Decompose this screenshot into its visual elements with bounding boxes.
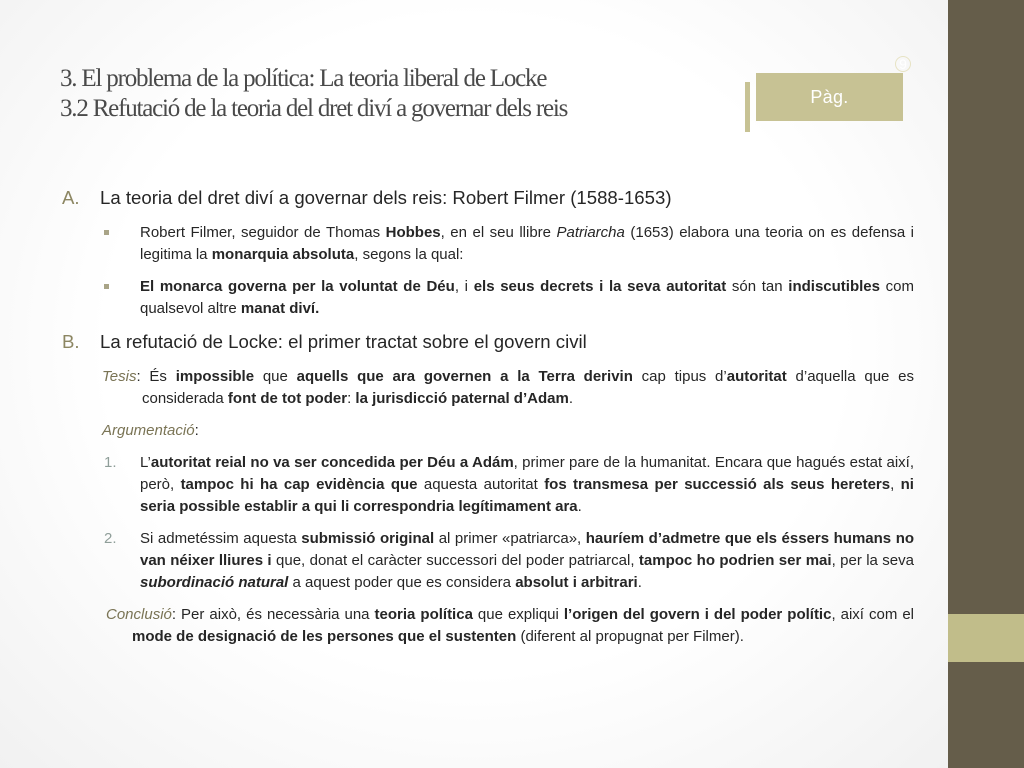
title-line-2: 3.2 Refutació de la teoria del dret diví a governar dels reis [60,95,568,122]
tesis-paragraph: Tesis: És impossible que aquells que ara governen a la Terra derivin cap tipus d’autoritat d’aquella que es considerada font de tot poder: la jurisdicció paternal d’Adam. [102,368,914,407]
slide-body [62,186,914,648]
section-b-heading [62,330,914,354]
argument-1-marker: 1. [104,454,117,471]
section-b-marker: B. [62,331,80,352]
argument-2-marker: 2. [104,530,117,547]
argument-2 [104,528,914,594]
argument-2-text: Si admetéssim aquesta submissió original al primer «patriarca», hauríem d’admetre que els éssers humans no van néixer lliures i que, donat el caràcter successori del poder patriarcal, tampoc ho podrien ser mai, per la seva subordinació natural a aquest poder que es considera absolut i arbitrari. [140,530,915,591]
page-tag [756,73,903,121]
right-band-accent [948,614,1024,662]
argumentacio-label: Argumentació [102,422,195,439]
argument-1 [104,452,914,518]
section-a-marker: A. [62,187,80,208]
tesis-label: Tesis [102,368,137,385]
title-line-1: 3. El problema de la política: La teoria liberal de Locke [60,65,547,92]
page-tag-bar [745,82,750,132]
argumentacio-label-line: Argumentació: [102,422,199,439]
section-b-heading-text: La refutació de Locke: el primer tractat sobre el govern civil [100,331,587,352]
square-bullet-icon [104,276,120,320]
page-tag-label: Pàg. [810,86,849,107]
conclusio-paragraph: Conclusió: Per això, és necessària una teoria política que expliqui l’origen del govern i del poder polític, així com el mode de designació de les persones que el sustenten (diferent al propugnat per Filmer). [106,606,915,645]
bullet-monarca-text: El monarca governa per la voluntat de Déu, i els seus decrets i la seva autoritat són tan indiscutibles com qualsevol altre manat diví. [140,278,914,317]
section-a-heading [62,186,914,210]
bullet-filmer [104,222,914,266]
section-a-heading-text: La teoria del dret diví a governar dels reis: Robert Filmer (1588-1653) [100,187,672,208]
argument-1-text: L’autoritat reial no va ser concedida per Déu a Adám, primer pare de la humanitat. Encara que hagués estat així, però, tampoc hi ha cap evidència que aquesta autoritat fos transmesa per successió als seus hereters, ni seria possible establir a qui li correspondria legítimament ara. [140,454,914,515]
bullet-filmer-text: Robert Filmer, seguidor de Thomas Hobbes, en el seu llibre Patriarcha (1653) elabora una teoria on es defensa i legitima la monarquia absoluta, segons la qual: [140,224,914,263]
page-number: 9 [895,56,911,72]
conclusio-label: Conclusió [106,606,172,623]
square-bullet-icon [104,222,120,266]
slide-title [60,64,740,124]
bullet-monarca [104,276,914,320]
